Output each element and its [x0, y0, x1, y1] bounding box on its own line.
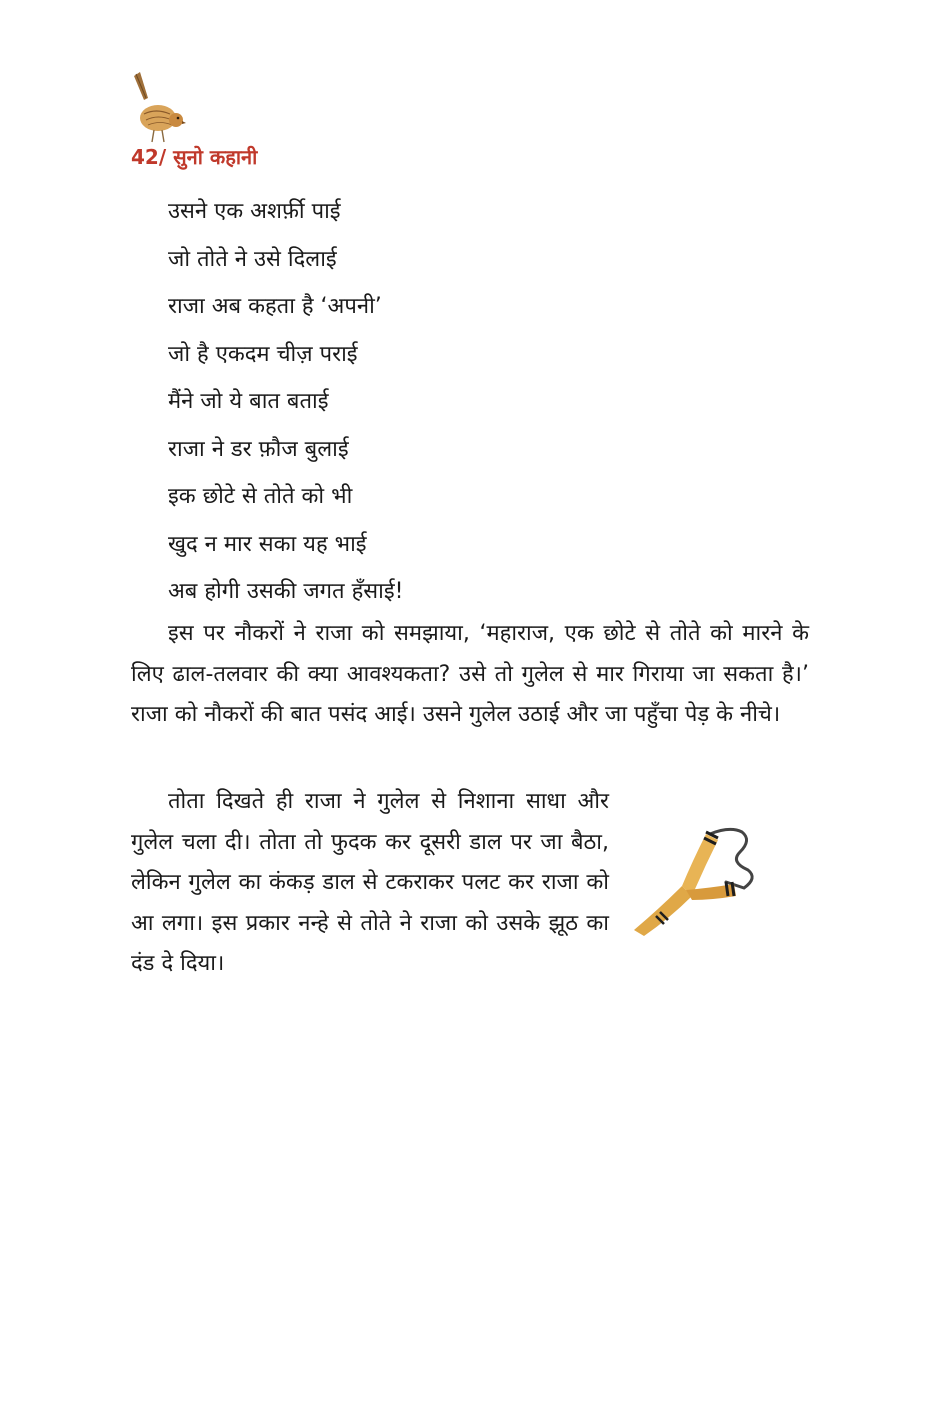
poem-line: मैंने जो ये बात बताई — [168, 389, 329, 414]
poem-line: इक छोटे से तोते को भी — [168, 484, 353, 509]
poem-line: खुद न मार सका यह भाई — [168, 531, 367, 557]
story-paragraph: इस पर नौकरों ने राजा को समझाया, ‘महाराज, एक छोटे से तोते को मारने के लिए ढाल-तलवार की क्या आवश्यकता? उसे तो गुलेल से मार गिराया जा सकता है।’ राजा को नौकरों की बात पसंद आई। उसने गुलेल उठाई और जा पहुँचा पेड़ के नीचे। — [131, 621, 809, 727]
poem — [168, 188, 628, 616]
page-title: 42/ सुनो कहानी — [131, 145, 258, 169]
poem-line: राजा ने डर फ़ौज बुलाई — [168, 436, 349, 462]
story-paragraph: तोता दिखते ही राजा ने गुलेल से निशाना साधा और गुलेल चला दी। तोता तो फुदक कर दूसरी डाल पर जा बैठा, लेकिन गुलेल का कंकड़ डाल से टकराकर पलट कर राजा को आ लगा। इस प्रकार नन्हे से तोते ने राजा को उसके झूठ का दंड दे दिया। — [131, 789, 609, 976]
poem-line: जो तोते ने उसे दिलाई — [168, 246, 337, 272]
poem-line: राजा अब कहता है ‘अपनी’ — [168, 294, 382, 319]
slingshot-illustration-icon — [630, 812, 762, 936]
bird-illustration-icon — [126, 68, 188, 148]
poem-line: जो है एकदम चीज़ पराई — [168, 341, 358, 367]
poem-line: उसने एक अशर्फ़ी पाई — [168, 199, 341, 224]
poem-line: अब होगी उसकी जगत हँसाई! — [168, 579, 404, 604]
